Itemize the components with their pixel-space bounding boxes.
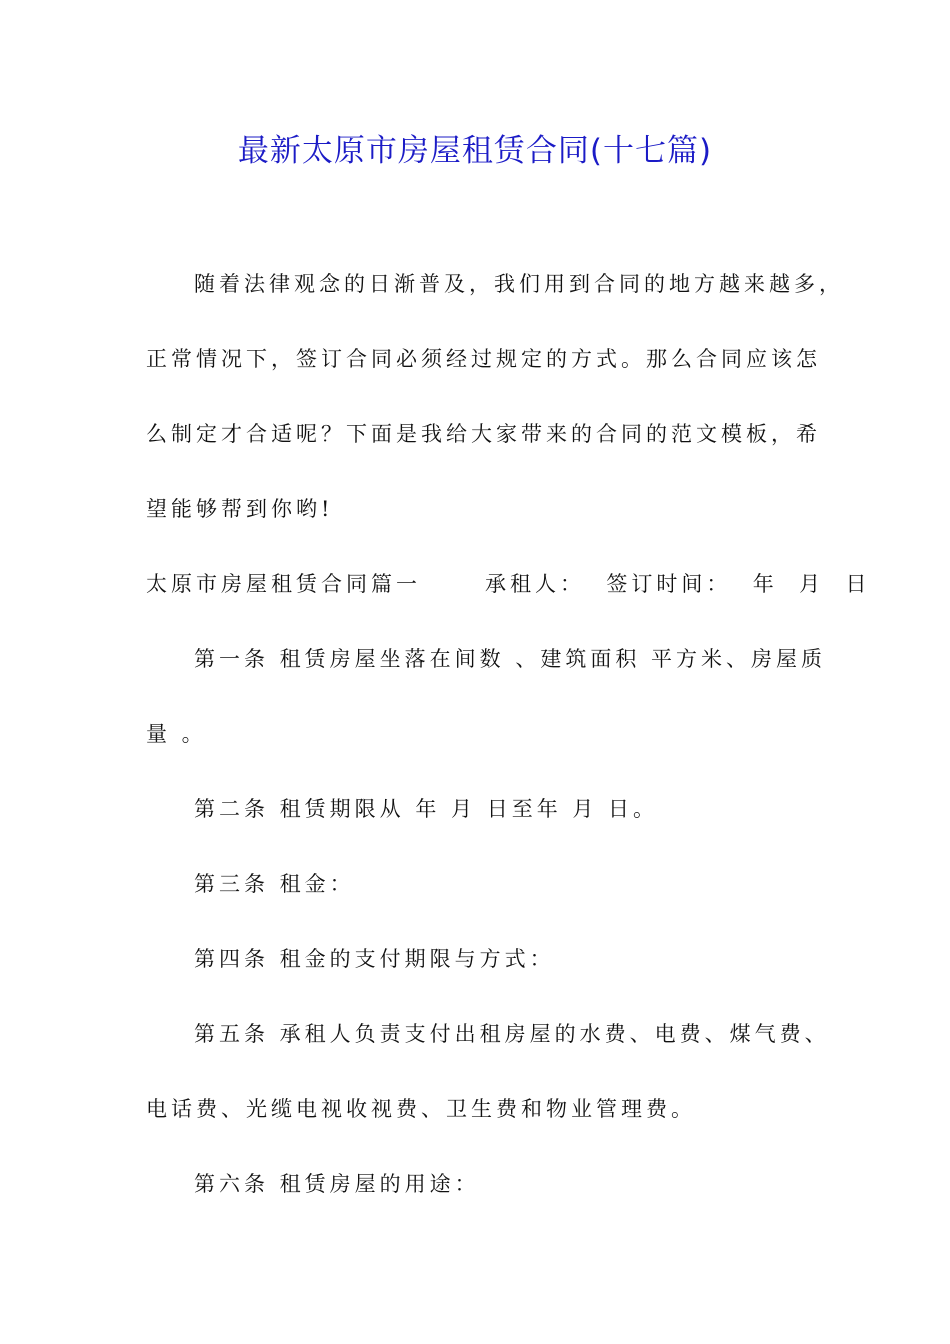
document-title: 最新太原市房屋租赁合同(十七篇) <box>237 133 713 169</box>
article-2: 第二条 租赁期限从 年 月 日至年 月 日。 <box>194 797 659 821</box>
contract-heading-line: 太原市房屋租赁合同篇一 承租人： 签订时间： 年 月 日 <box>146 572 871 596</box>
article-1-line-2: 量 。 <box>146 722 207 746</box>
intro-line-2: 正常情况下，签订合同必须经过规定的方式。那么合同应该怎 <box>146 347 821 371</box>
intro-line-4: 望能够帮到你哟! <box>146 497 334 521</box>
article-3: 第三条 租金： <box>194 872 355 896</box>
intro-line-1: 随着法律观念的日渐普及，我们用到合同的地方越来越多， <box>194 272 844 296</box>
article-5-line-2: 电话费、光缆电视收视费、卫生费和物业管理费。 <box>146 1097 696 1121</box>
intro-line-3: 么制定才合适呢？下面是我给大家带来的合同的范文模板，希 <box>146 422 821 446</box>
article-1-line-1: 第一条 租赁房屋坐落在间数 、建筑面积 平方米、房屋质 <box>194 647 827 671</box>
article-4: 第四条 租金的支付期限与方式： <box>194 947 555 971</box>
article-5-line-1: 第五条 承租人负责支付出租房屋的水费、电费、煤气费、 <box>194 1022 830 1046</box>
article-6: 第六条 租赁房屋的用途： <box>194 1172 480 1196</box>
